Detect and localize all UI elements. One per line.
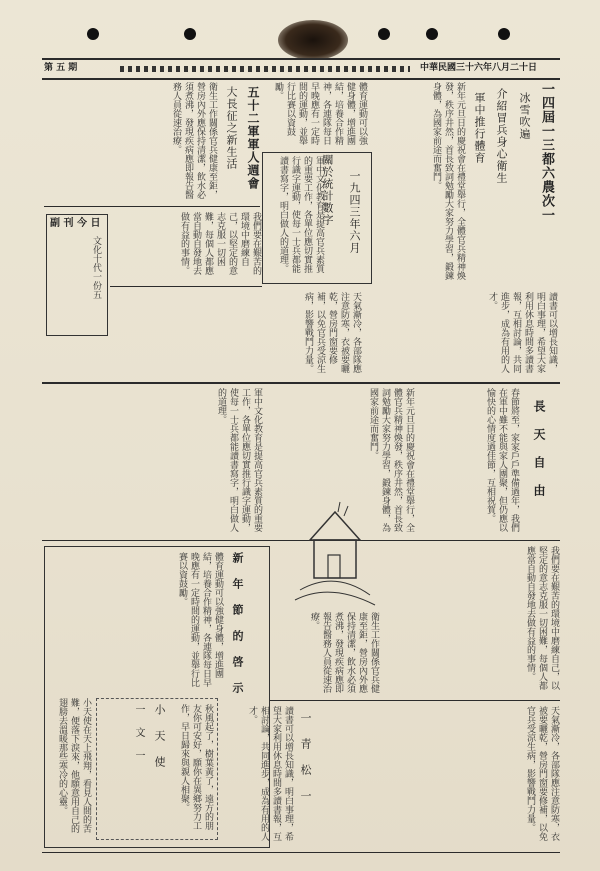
- header-rule: [42, 58, 560, 60]
- punch-hole: [498, 28, 510, 40]
- section-rule: [44, 206, 260, 207]
- house-illustration: [290, 500, 380, 610]
- center-column-title: 大長征之新生活: [225, 86, 238, 170]
- article-body: 秋風起了，樹葉黃了，遠方的朋友你可安好，願你在異鄉努力工作，早日歸來與親人相聚。: [179, 704, 213, 830]
- top-right-subtitle: 冰雪吹遍: [518, 92, 531, 140]
- right-headline: 軍中推行體育: [473, 92, 486, 164]
- section-rule: [270, 700, 560, 701]
- article-body: 讀書可以增長知識，明白事理，希望大家利用休息時間多讀書報，互相討論，共同進步，成為有用的人才。: [247, 706, 293, 841]
- header-ornament: [120, 66, 410, 72]
- center-headline: 五十二軍軍人週會: [246, 86, 260, 190]
- left-box-body: 文化十代一份五: [91, 236, 101, 299]
- article-body: 軍中文化教育是提高官兵素質的重要工作，各單位應切實推行識字運動，使每一士兵都能讀書寫字，明白做人的道理。: [216, 388, 262, 532]
- article-body: 軍中文化教育是提高官兵素質的重要工作，各單位應切實推行識字運動，使每一士兵都能讀書寫字，明白做人的道理。: [278, 156, 324, 273]
- footer-rule: [42, 852, 560, 853]
- center-sub: 關於統計數字: [321, 154, 334, 226]
- article-body: 衛生工作關係官兵健康至鉅，營房內外應保持清潔，飲水必須煮沸，發現疾病應即報告醫務人員從速治療。: [171, 82, 217, 199]
- punch-hole: [184, 28, 196, 40]
- top-right-title: 一四屆一三都六農次一: [539, 82, 554, 222]
- bottom-left-title: 新 年 節 的 啓 示: [231, 552, 244, 694]
- article-body: 春節將至，家家戶戶準備過年，我們在軍中雖不能與家人團聚，但仍應以愉快的心情度過佳節，互相祝賀。: [485, 388, 519, 532]
- article-body: 天氣漸冷，各部隊應注意防寒，衣被要曬乾，營房門窗要修補，以免官兵受涼生病，影響戰鬥力量。: [303, 292, 361, 373]
- article-body: 體育運動可以強健身體，增進團結，培養合作精神，各連隊每日早晚應有一定時間的運動，並舉行比賽以資鼓勵。: [177, 552, 223, 687]
- bottom-center-author: 一 文 一: [133, 704, 144, 761]
- header-rule: [42, 78, 560, 80]
- article-body: 小天使在天上飛翔，看見人間的苦難，便落下淚來，他願意用自己的翅膀去溫暖那些寒冷的心靈。: [57, 698, 91, 833]
- middle-right-title: 長 天 自 由: [532, 400, 546, 497]
- article-body: 天氣漸冷，各部隊應注意防寒，衣被要曬乾，營房門窗要修補，以免官兵受涼生病，影響戰鬥力量。: [525, 706, 559, 841]
- article-body: 我們要在艱苦的環境中磨練自己，以堅定的意志克服一切困難，每個人都應當自動自發地去做有益的事情。: [179, 212, 261, 275]
- article-body: 我們要在艱苦的環境中磨練自己，以堅定的意志克服一切困難，每個人都應當自動自發地去做有益的事情。: [525, 546, 559, 690]
- date-line: 中華民國三十六年八月二十日: [420, 63, 538, 73]
- right-headline: 介紹冒兵身心衛生: [495, 88, 508, 184]
- bottom-vert-label: 一 青 松 一: [299, 712, 312, 802]
- article-body: 新年元旦日的慶祝會在禮堂舉行，全體官兵精神煥發，秩序井然，首長致詞勉勵大家努力學習，鍛鍊身體，為國家前途而奮鬥。: [431, 82, 465, 280]
- center-headline-2: 一九四三年六月: [348, 170, 361, 254]
- issue-label: 第 五 期: [44, 63, 78, 73]
- article-body: 體育運動可以強健身體，增進團結，培養合作精神，各連隊每日早晚應有一定時間的運動，並舉行比賽以資鼓勵。: [273, 82, 367, 145]
- ink-stain: [278, 20, 348, 60]
- punch-hole: [378, 28, 390, 40]
- punch-hole: [87, 28, 99, 40]
- section-rule: [110, 286, 262, 287]
- section-rule: [42, 382, 560, 384]
- left-box-title: 副 刊 今 日: [50, 218, 101, 229]
- article-body: 衛生工作關係官兵健康至鉅，營房內外應保持清潔，飲水必須煮沸，發現疾病應即報告醫務人員從速治療。: [309, 612, 379, 693]
- article-body: 新年元旦日的慶祝會在禮堂舉行，全體官兵精神煥發，秩序井然，首長致詞勉勵大家努力學習，鍛鍊身體，為國家前途而奮鬥。: [368, 388, 414, 532]
- bottom-center-title: 小 天 使: [153, 704, 166, 768]
- punch-hole: [426, 28, 438, 40]
- article-body: 讀書可以增長知識，明白事理，希望大家利用休息時間多讀書報，互相討論，共同進步，成為有用的人才。: [487, 292, 557, 373]
